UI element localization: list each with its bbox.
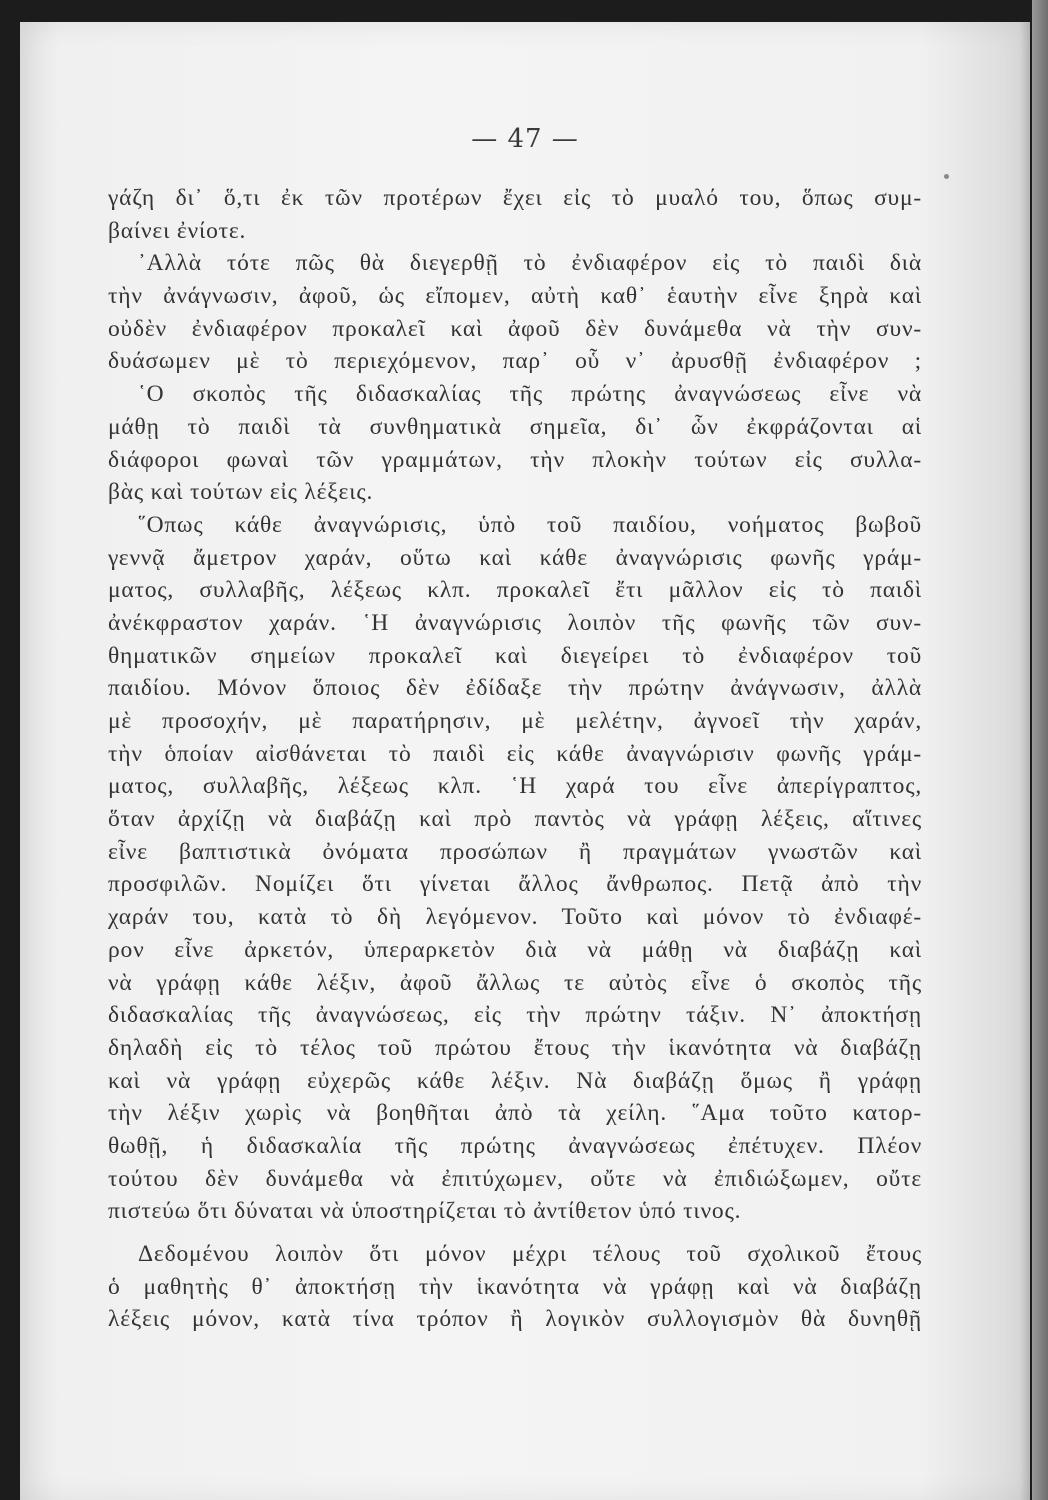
text-line: προσφιλῶν. Νομίζει ὅτι γίνεται ἄλλος ἄνθρωπος. Πετᾷ ἀπὸ τὴν [108,871,922,898]
text-line: Δεδομένου λοιπὸν ὅτι μόνον μέχρι τέλους τοῦ σχολικοῦ ἔτους [138,1241,922,1267]
text-line: διάφοροι φωναὶ τῶν γραμμάτων, τὴν πλοκὴν τούτων εἰς συλλα- [108,446,922,473]
text-line: θηματικῶν σημείων προκαλεῖ καὶ διεγείρει τὸ ἐνδιαφέρον τοῦ [108,642,922,669]
text-line: θωθῇ, ἡ διδασκαλία τῆς πρώτης ἀναγνώσεως ἐπέτυχεν. Πλέον [108,1132,922,1159]
text-line: γεννᾷ ἄμετρον χαράν, οὕτω καὶ κάθε ἀναγνώρισις φωνῆς γράμ- [108,544,922,571]
text-line: τὴν λέξιν χωρὶς νὰ βοηθῆται ἀπὸ τὰ χείλη. ῞Αμα τοῦτο κατορ- [108,1100,922,1127]
text-line: βὰς καὶ τούτων εἰς λέξεις. [108,479,374,506]
text-line: παιδίου. Μόνον ὅποιος δὲν ἐδίδαξε τὴν πρώτην ἀνάγνωσιν, ἀλλὰ [108,675,922,702]
text-line: καὶ νὰ γράφῃ εὐχερῶς κάθε λέξιν. Νὰ διαβάζῃ ὅμως ἢ γράφῃ [108,1067,922,1094]
text-line: μὲ προσοχήν, μὲ παρατήρησιν, μὲ μελέτην, ἀγνοεῖ τὴν χαράν, [108,708,922,734]
text-line: δηλαδὴ εἰς τὸ τέλος τοῦ πρώτου ἔτους τὴν ἱκανότητα νὰ διαβάζῃ [108,1034,922,1061]
text-line: πιστεύω ὅτι δύναται νὰ ὑποστηρίζεται τὸ ἀντίθετον ὑπό τινος. [108,1198,742,1225]
page-edge-shadow [1032,0,1048,1500]
ink-speck [944,174,949,179]
text-line: ᾿Αλλὰ τότε πῶς θὰ διεγερθῇ τὸ ἐνδιαφέρον εἰς τὸ παιδὶ διὰ [138,250,922,277]
text-line: δυάσωμεν μὲ τὸ περιεχόμενον, παρ᾽ οὗ ν᾽ ἀρυσθῇ ἐνδιαφέρον ; [108,348,922,375]
text-line: νὰ γράφῃ κάθε λέξιν, ἀφοῦ ἄλλως τε αὐτὸς εἶνε ὁ σκοπὸς τῆς [108,969,922,996]
text-line: μάθῃ τὸ παιδὶ τὰ συνθηματικὰ σημεῖα, δι᾽ ὧν ἐκφράζονται αἱ [108,413,922,440]
paragraph [108,378,922,509]
text-line: ὅταν ἀρχίζῃ νὰ διαβάζῃ καὶ πρὸ παντὸς νὰ γράφῃ λέξεις, αἵτινες [108,806,922,833]
paragraph [108,1238,922,1336]
text-line: ὁ μαθητὴς θ᾽ ἀποκτήσῃ τὴν ἱκανότητα νὰ γράφῃ καὶ νὰ διαβάζῃ [108,1273,922,1300]
text-line: ἀνέκφραστον χαράν. ῾Η ἀναγνώρισις λοιπὸν τῆς φωνῆς τῶν συν- [108,609,922,636]
text-line: γάζη δι᾽ ὅ,τι ἐκ τῶν προτέρων ἔχει εἰς τὸ μυαλό του, ὅπως συμ- [108,185,922,211]
text-line: ῞Οπως κάθε ἀναγνώρισις, ὑπὸ τοῦ παιδίου, νοήματος βωβοῦ [138,511,922,538]
text-line: εἶνε βαπτιστικὰ ὀνόματα προσώπων ἢ πραγμάτων γνωστῶν καὶ [108,838,922,865]
paragraph-gap [108,1228,922,1238]
text-line: ῾Ο σκοπὸς τῆς διδασκαλίας τῆς πρώτης ἀναγνώσεως εἶνε νὰ [138,381,922,408]
text-line: βαίνει ἐνίοτε. [108,217,247,244]
text-line: οὐδὲν ἐνδιαφέρον προκαλεῖ καὶ ἀφοῦ δὲν δυνάμεθα νὰ τὴν συν- [108,315,922,342]
paragraph [108,182,922,247]
text-line: χαράν του, κατὰ τὸ δὴ λεγόμενον. Τοῦτο καὶ μόνον τὸ ἐνδιαφέ- [108,904,922,931]
text-line: ματος, συλλαβῆς, λέξεως κλπ. ῾Η χαρά του εἶνε ἀπερίγραπτος, [108,773,922,800]
paragraph [108,509,922,1228]
text-line: διδασκαλίας τῆς ἀναγνώσεως, εἰς τὴν πρώτην τάξιν. Ν᾽ ἀποκτήσῃ [108,1002,922,1029]
text-line: τὴν ὁποίαν αἰσθάνεται τὸ παιδὶ εἰς κάθε ἀναγνώρισιν φωνῆς γράμ- [108,740,922,767]
text-line: τὴν ἀνάγνωσιν, ἀφοῦ, ὡς εἴπομεν, αὐτὴ καθ᾽ ἑαυτὴν εἶνε ξηρὰ καὶ [108,283,922,310]
text-line: ρον εἶνε ἀρκετόν, ὑπεραρκετὸν διὰ νὰ μάθῃ νὰ διαβάζῃ καὶ [108,936,922,963]
text-line: ματος, συλλαβῆς, λέξεως κλπ. προκαλεῖ ἔτι μᾶλλον εἰς τὸ παιδὶ [108,577,922,604]
paper-sheet [20,22,1030,1500]
paragraph [108,247,922,378]
body-text [108,182,922,1336]
text-line: τούτου δὲν δυνάμεθα νὰ ἐπιτύχωμεν, οὔτε νὰ ἐπιδιώξωμεν, οὔτε [108,1165,922,1192]
text-line: λέξεις μόνον, κατὰ τίνα τρόπον ἢ λογικὸν συλλογισμὸν θὰ δυνηθῇ [108,1306,922,1333]
page-number: — 47 — [471,124,579,154]
